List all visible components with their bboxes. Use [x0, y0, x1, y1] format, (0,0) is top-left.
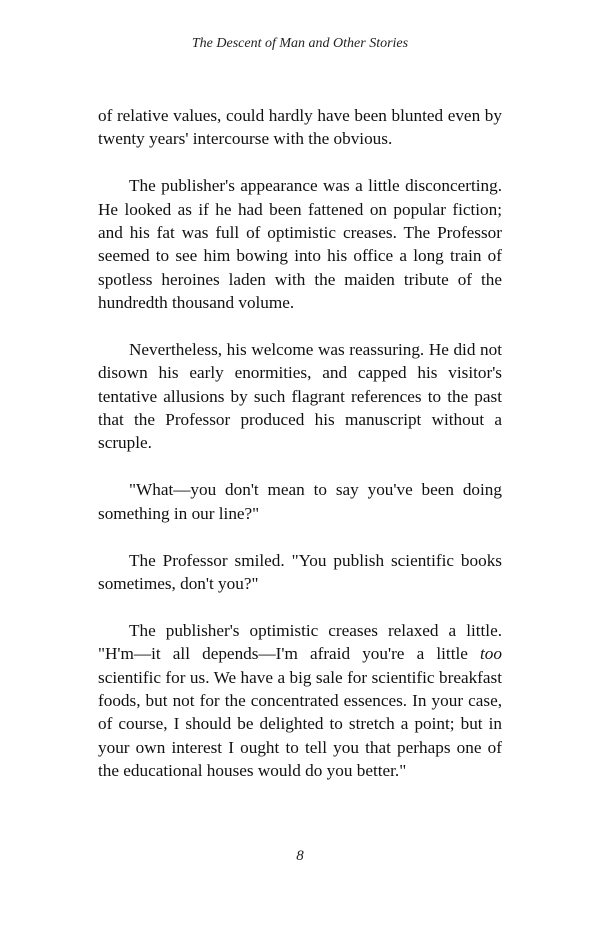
- page-body: [98, 104, 502, 806]
- paragraph-continued: of relative values, could hardly have been blunted even by twenty years' intercourse with the obvious.: [98, 106, 502, 149]
- page-number: 8: [296, 848, 304, 864]
- paragraph-professor-smiled: The Professor smiled. "You publish scientific books sometimes, don't you?": [98, 550, 502, 593]
- emphasis-word: too: [480, 644, 502, 664]
- paragraph-publisher-reply: [98, 619, 502, 782]
- paragraph-welcome: Nevertheless, his welcome was reassuring. He did not disown his early enormities, and capped his visitor's tentative allusions by such flagrant references to the past that the Professor produced his manuscript without a scruple.: [98, 339, 502, 453]
- running-header: The Descent of Man and Other Stories: [191, 36, 409, 51]
- paragraph-dialogue-question: "What—you don't mean to say you've been doing something in our line?": [98, 480, 502, 523]
- reply-text-before: The publisher's optimistic creases relaxed a little. "H'm—it all depends—I'm afraid you're a little: [98, 621, 502, 664]
- paragraph-publisher-appearance: The publisher's appearance was a little disconcerting. He looked as if he had been fattened on popular fiction; and his fat was full of optimistic creases. The Professor seemed to see him bowing into his office a long train of spotless heroines laden with the maiden tribute of the hundredth thousand volume.: [98, 176, 502, 312]
- reply-text-after: scientific for us. We have a big sale for scientific breakfast foods, but not for the concentrated essences. In your case, of course, I should be delighted to stretch a point; but in your own interest I ought to tell you that perhaps one of the educational houses would do you better.": [98, 667, 502, 780]
